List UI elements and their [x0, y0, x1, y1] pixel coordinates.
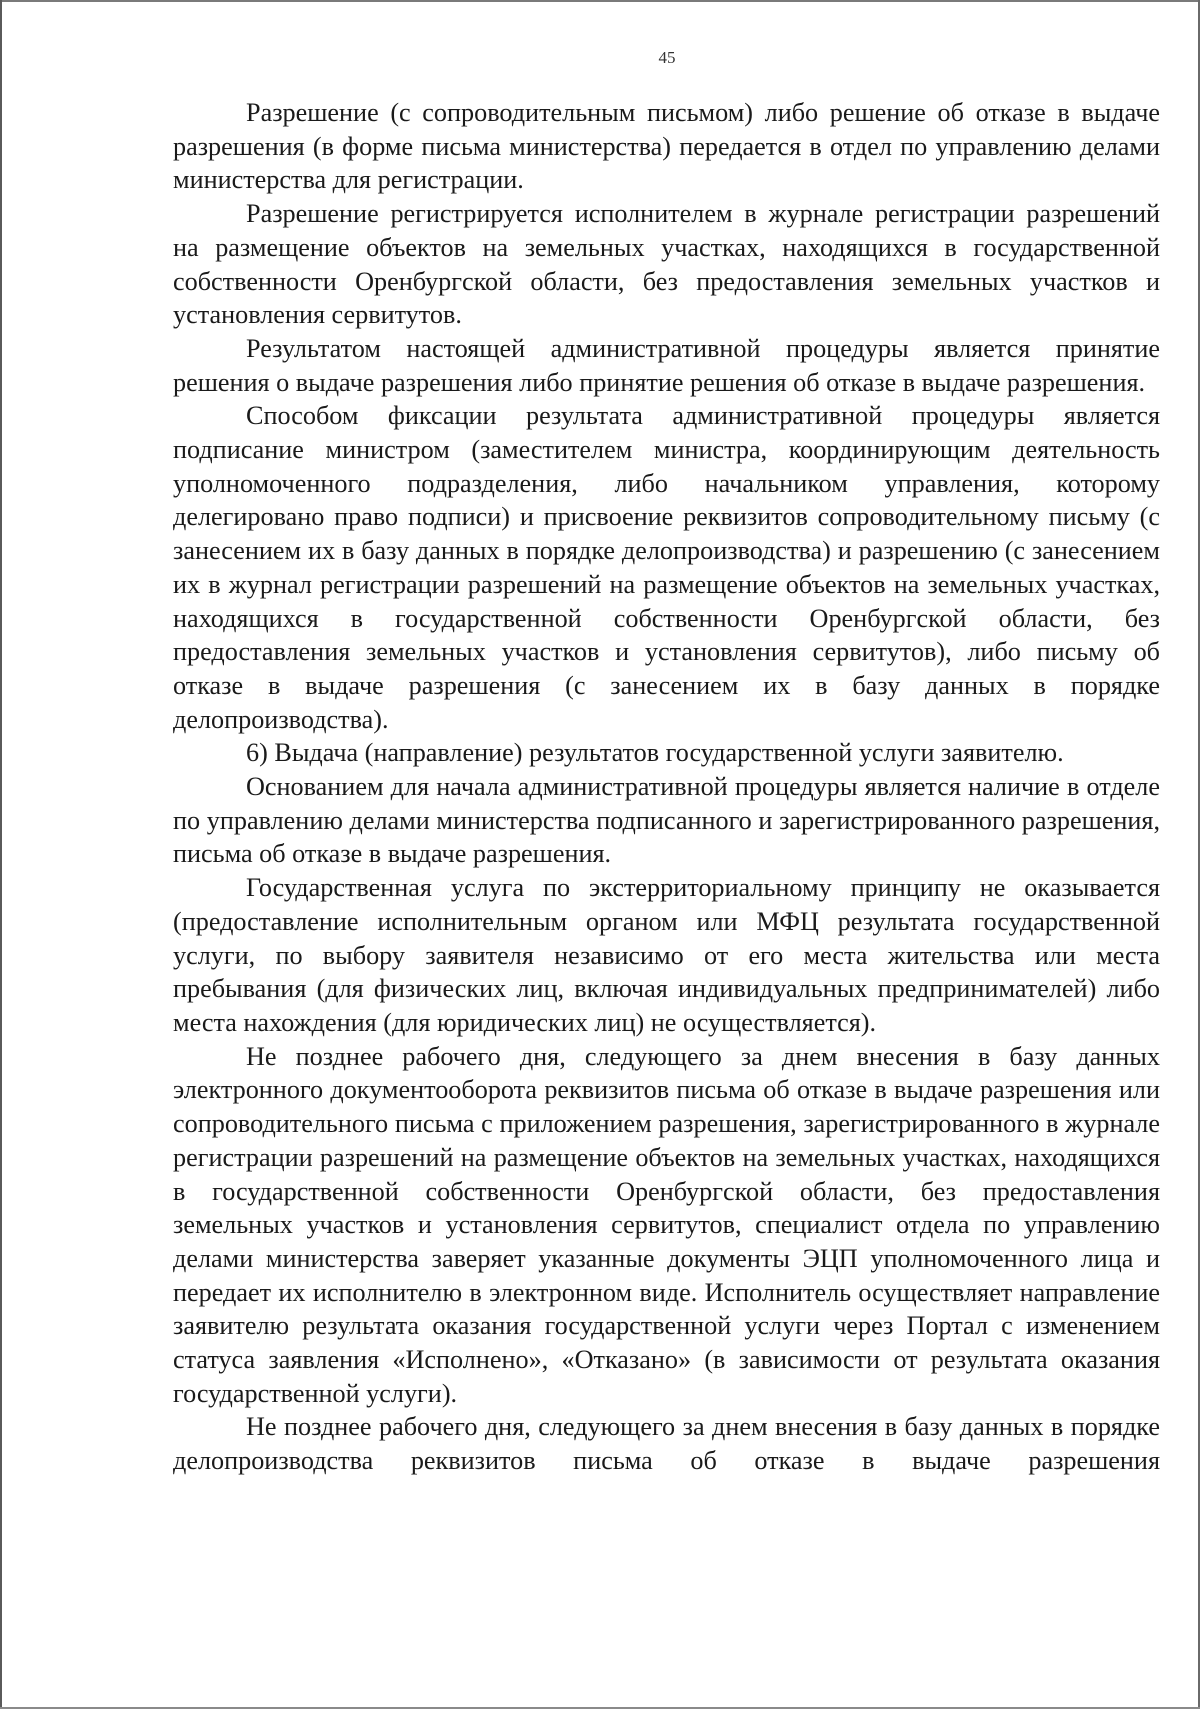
- scan-edge-top: [0, 0, 1200, 2]
- paragraph-extraterritorial: Государственная услуга по экстерриториальному принципу не оказывается (предоставление исполнительным органом или МФЦ результата государственной услуги, по выбору заявителя независимо от его места жительства или места пребывания (для физических лиц, включая индивидуальных предпринимателей) либо места нахождения (для юридических лиц) не осуществляется).: [173, 873, 1160, 1037]
- paragraph-permit-transfer: Разрешение (с сопроводительным письмом) либо решение об отказе в выдаче разрешения (в форме письма министерства) передается в отдел по управлению делами министерства для регистрации.: [173, 98, 1160, 195]
- paragraph-issuance-heading: 6) Выдача (направление) результатов государственной услуги заявителю.: [246, 738, 1064, 768]
- paragraph-refusal-delivery: Не позднее рабочего дня, следующего за днем внесения в базу данных в порядке делопроизводства реквизитов письма об отказе в выдаче разрешения: [173, 1412, 1160, 1476]
- paragraph-procedure-basis: Основанием для начала административной процедуры является наличие в отделе по управлению делами министерства подписанного и зарегистрированного разрешения, письма об отказе в выдаче разрешения.: [173, 772, 1160, 869]
- scan-edge-left: [0, 0, 2, 1709]
- paragraph-electronic-delivery: Не позднее рабочего дня, следующего за днем внесения в базу данных электронного документооборота реквизитов письма об отказе в выдаче разрешения или сопроводительного письма с приложением разрешения, зарегистрированного в журнале регистрации разрешений на размещение объектов на земельных участках, находящихся в государственной собственности Оренбургской области, без предоставления земельных участков и установления сервитутов, специалист отдела по управлению делами министерства заверяет указанные документы ЭЦП уполномоченного лица и передает их исполнителю в электронном виде. Исполнитель осуществляет направление заявителю результата оказания государственной услуги через Портал с изменением статуса заявления «Исполнено», «Отказано» (в зависимости от результата оказания государственной услуги).: [173, 1041, 1160, 1408]
- paragraph-permit-registration: Разрешение регистрируется исполнителем в журнале регистрации разрешений на размещение объектов на земельных участках, находящихся в государственной собственности Оренбургской области, без предоставления земельных участков и установления сервитутов.: [173, 199, 1160, 330]
- paragraph-procedure-result: Результатом настоящей административной процедуры является принятие решения о выдаче разрешения либо принятие решения об отказе в выдаче разрешения.: [173, 333, 1160, 397]
- document-body: [173, 96, 1160, 1478]
- page-number: 45: [658, 48, 676, 67]
- paragraph-fixation-method: Способом фиксации результата административной процедуры является подписание министром (заместителем министра, координирующим деятельность уполномоченного подразделения, либо начальником управления, которому делегировано право подписи) и присвоение реквизитов сопроводительному письму (с занесением их в базу данных в порядке делопроизводства) и разрешению (с занесением их в журнал регистрации разрешений на размещение объектов на земельных участках, находящихся в государственной собственности Оренбургской области, без предоставления земельных участков и установления сервитутов), либо письму об отказе в выдаче разрешения (с занесением их в базу данных в порядке делопроизводства).: [173, 401, 1160, 734]
